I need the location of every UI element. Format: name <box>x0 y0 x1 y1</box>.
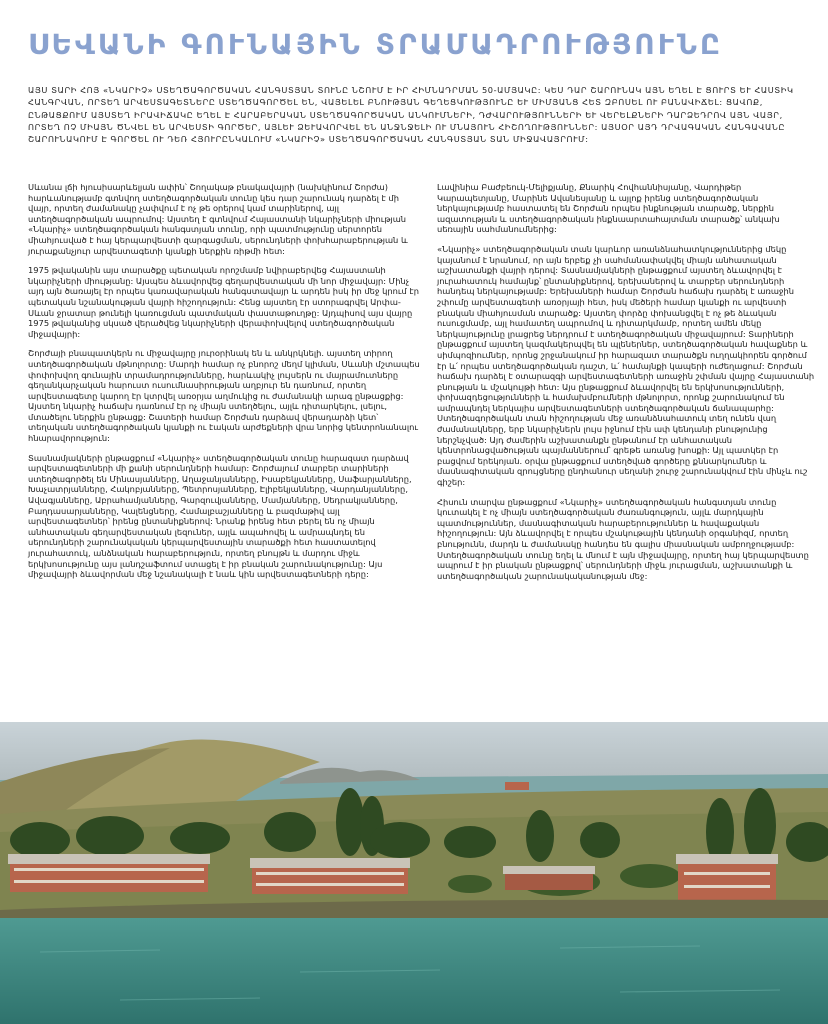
building-right <box>676 854 778 900</box>
landscape-illustration <box>0 722 828 1024</box>
building-center <box>250 858 410 894</box>
body-paragraph: Տասնամյակների ընթացքում «Նկարիչ» ստեղծագործական տունը հարազատ դարձավ արվեստագետների մի քանի սերունդների համար: Շորժայում տարբեր տարիների ստեղծագործել են Մինասյանները, Աղաջանյանները, Իսաբեկյանները, Սաֆարյանները, Խաչատրյանները, Հակոբյանները, Պետրոսյանները, Էլիբեկյանները, Վարդանյանները, Ավագյանները, Աբրահամյանները, Գարզուվյանները, Մամյանները, Սեդրակյանները, Բաղդասարյանները, Կալենցները, Համալբաշյանները և բազմաթիվ այլ արվեստագետներ՝ իրենց ընտանիքներով: Նրանք իրենց հետ բերել են ոչ միայն անհատական գեղարվեստական լեզուներ, այլև ապահովել և ամրապնդել են սերունդների շարունակական կերպարվեստային տարածքի հետ հաստատելով յուրահատուկ, անձնական հարաբերություն, որտեղ բնույթն և մարդու միջև երկխոսությունը այս լանդշաֆտում ստացել է իր բնական շարունակությունը: Այս միջավայրի ձևավորման մեջ նշանակալի է նաև կին արվեստագետների դերը: <box>28 452 412 580</box>
building-left <box>8 854 210 892</box>
body-paragraph: Հիսուն տարվա ընթացքում «Նկարիչ» ստեղծագործական հանգստյան տունը կուտակել է ոչ միայն ստեղծագործական ժառանգություն, այլև մարդկային պատմություններ, մասնագիտական հարաբերություններ և հավաքական հիշողություն: Այն ձևավորվել է որպես մշակութային կենդանի օրգանիզմ, որտեղ բնությունն, մարդն և ժամանակը հանդես են գալիս միասնական ամբողջությամբ: Ստեղծագործական տունը եղել և մնում է այն միջավայրը, որտեղ հայ կերպարվեստը ապրում է իր բնական ընթացքով՝ սերունդների միջև յուրացման, աշխատանքի և ստեղծագործական շարունակականության մեջ: <box>437 496 809 581</box>
article-column-left <box>28 182 420 589</box>
body-paragraph: Սևանա լճի հյուսիսարևելյան ափին՝ Շողակաթ բնակավայրի (նախկինում Շորժա) հարևանությամբ գտնվող ստեղծագործական տունը կես դար շարունակ դարձել է մի վայր, որտեղ ժամանակը չափվում է ոչ թե օրերով կամ տարիներով, այլ ստեղծագործական ապրումով: Այստեղ է գտնվում Հայաստանի նկարիչների միության «Նկարիչ» ստեղծագործական հանգստյան տունը, որի պատմությունը սերտորեն միահյուսված է հայ կերպարվեստի զարգացման, սերունդների փոխհարաբերության և յուրաքանչյուր արվեստագետի կյանքի ներքին ռիթմի հետ: <box>28 182 408 256</box>
body-paragraph: Շորժայի բնապատկերն ու միջավայրը յուրօրինակ են և անկրկնելի. այստեղ տիրող ստեղծագործական մթնոլորտը: Մարդի համար ոչ բնորոշ մեղմ կլիման, Սևանի մշտապես փոփոխվող գունային տրամադրությունները, հարևակիչ լույսերն ու մայրամուտները գեղանկարչական հարուստ ուսումնասիրության աղբյուր են դառնում, որտեղ արվեստագետը կարող էր կտրվել առօրյա աղմուկից ու ժամանակի արագ ընթացքից: Այստեղ նկարիչ հաճախ դառնում էր ոչ միայն ստեղծելու, այլև դիտարկելու, լսելու, մտածելու ներքին ընթացք: Շատերի համար Շորժան դարձավ վերադարձի կետ՝ տեղական ստեղծագործական կյանքի ու էական արժեքների վրա նորից կենտրոնանալու հնարավորություն: <box>28 348 420 444</box>
article-intro: ԱՅՍ ՏԱՐԻ ՀՈՅ «ՆԿԱՐԻՉ» ՍՏԵՂԾԱԳՈՐԾԱԿԱՆ ՀԱՆԳՍՏՅԱՆ ՏՈՒՆԸ ՆՇՈՒՄ Է ԻՐ ՀԻՄՆԱԴՐՄԱՆ 50-ԱՄՅԱԿԸ: ԿԵՍ ԴԱՐ ՇԱՐՈՒՆԱԿ ԱՅՆ ԵՂԵԼ Է ՑՈՒՐՏ ԵՒ ՀԱՍՏԻԿ ՀԱՆԳՐՎԱՆ, ՈՐՏԵՂ ԱՐՎԵՍՏԱԳԵՏՆԵՐԸ ՍՏԵՂԾԱԳՈՐԾԵԼ ԵՆ, ՎԱՅԵԼԵԼ ԲՆՈՒԹՅԱՆ ԳԵՂԵՑԿՈՒԹՅՈՒՆԸ ԵՒ ՄԻՄՅԱՆՑ ՀԵՏ ԶԲՈՍԵԼ ՈՒ ԲԱՆԱՎԻՃԵԼ: ՑԱՎՈՔ, ԸՆԹԱՑՔՈՒՄ ԱՅՍՏԵՂ ԻՐԱՎԻՃԱԿԸ ԵՂԵԼ Է ՀԱՐԱԲԵՐԱԿԱՆ ՍՏԵՂԾԱԳՈՐԾԱԿԱՆ ԱՆԿՈՒՄՆԵՐԻ, ԴԺՎԱՐՈՒԹՅՈՒՆՆԵՐԻ ԵՒ ՎԵՐԵԼՔՆԵՐԻ ԴԱՐՁԵԴՐՈՎ ԱՅՆ ՎԱՅՐ, ՈՐՏԵՂ ՈՉ ՄԻԱՅՆ ԾՆՎԵԼ ԵՆ ԱՐՎԵՍՏԻ ԳՈՐԾԵՐ, ԱՅԼԵՒ ՁԵՒԱՎՈՐՎԵԼ ԵՆ ԱՆՋՆՋԵԼԻ ՈՒ ՄՆԱՅՈՒՆ ՀԻՇՈՂՈՒԹՅՈՒՆՆԵՐ: ԱՅՍՕՐ ԱՅԴ ԴՐՎԱԳԱԿԱՆ ՀԱՆԳԱՎԱՆԸ ՇԱՐՈՒՆԱԿՈՒՄ Է ԳՈՐԾԵԼ ՈՒ ԴԵՌ ՀՅՈՒՐԸՆԿԱԼՈՒՄ «ՆԿԱՐԻՉ» ՍՏԵՂԾԱԳՈՐԾԱԿԱՆ ՀԱՆԳՍՏՅԱՆ ՏԱՆ ՄԻՋԱՎԱՅՐՈՒՄ: <box>28 85 794 145</box>
article-title: ՍԵՎԱՆԻ ԳՈՒՆԱՅԻՆ ՏՐԱՄԱԴՐՈՒԹՅՈՒՆԸ <box>28 28 724 61</box>
lake-sevan-photo <box>0 722 828 1024</box>
lake-water <box>0 918 828 1024</box>
building-small <box>503 866 595 890</box>
article-column-right <box>437 182 815 590</box>
distant-house <box>505 782 529 790</box>
body-paragraph: «Նկարիչ» ստեղծագործական տան կարևոր առանձնահատկություններից մեկը կայանում է նրանում, որ այն երբեք չի սահմանափակվել միայն անհատական աշխատանքի վայրի դերով: Տասնամյակների ընթացքում այստեղ ձևավորվել է յուրահատուկ համայնք՝ ընտանիքներով, երեխաներով և տարբեր սերունդների հանդեպ ներկայությամբ: Երեխաների համար Շորժան հաճախ դարձել է առաջին շփումը արվեստագետի առօրյայի հետ, իսկ մեծերի համար կյանքի ու արվեստի բնական միահյուսման տարածք: Այստեղ փորձը փոխանցվել է ոչ թե ձևական ուսուցմամբ, այլ համատեղ ապրումով և դիտարկմամբ, որտեղ ամեն մեկը ներկայությունը լրացրեց ներդրում է ստեղծագործական միջավայրում: Տարիների ընթացքում այստեղ կազմակերպվել են պլեներներ, ստեղծագործական հավաքներ և սիմպոզիումներ, որոնց շրջանակում իր հարազատ տարածքն ուղղակիորեն գործում էր և՛ որպես ստեղծագործական դաշտ, և՛ համայնքի կապերի ուժեղացում: Շորժան հաճախ դարձել է օտարազգի արվեստագետների առաջին շփման վայրը Հայաստանի բնության և մշակույթի հետ: Այս ընթացքում ձևավորվել են երկխոսությունների, փոխազդեցությունների և համախմբումների մթնոլորտ, որոնք շարունակում են ամրապնդել ներկայիս արվեստագետների ստեղծագործական ճանապարհը: Ստեղծագործական տան հիշողության մեջ առանձնահատուկ տեղ ունեն վաղ ժամանակները, երբ նկարիչներն լույս իջնում էին ափ կենդանի բնությունից ներշնչված: Այդ ժամերին աշխատանքն ընթանում էր անհատական կենտրոնացվածության պայմաններում՝ գրեթե առանց խոսքի: Այլ պատկեր էր բացվում երեկոյան. օրվա ընթացքում ստեղծված գործերը քննարկումներ և մասնագիտական զրույցները ընդհանուր սեղանի շուրջ շարունակվում էին մինչև ուշ գիշեր: <box>437 243 815 488</box>
body-paragraph: Լավինիա Բաժբեուկ-Մելիքյանը, Քնարիկ Հովհաննիսյանը, Վարդիթեր Կարապետյանը, Մարինե Ավանեսյանը և այլոք իրենց ստեղծագործական ներկայությամբ հաստատել են Շորժան որպես ինքնության տարածք, ներքին ազատության և ստեղծագործական ինքնաարտահայտման տարածք՝ անկախ սեռային սահմանումներից: <box>437 182 780 235</box>
body-paragraph: 1975 թվականին այս տարածքը պետական որոշմամբ նվիրաբերվեց Հայաստանի նկարիչների միությանը: Այսպես ձևավորվեց գեղարվեստական մի նոր միջավայր: Մինչ այդ այն ծառայել էր որպես կառավարական հանգստավայր և արդեն իսկ իր մեջ կրում էր պետական նշանակության վայրի հիշողություն: Հենց այստեղ էր ստորագրվել Արփա-Սևան ջրատար թունելի կառուցման պատմական փաստաթուղթը: Այդպիսով այս վայրը 1975 թվականից սկսած վերածվեց նկարիչների վերափոխվելով ստեղծագործական միջավայրի: <box>28 265 419 339</box>
